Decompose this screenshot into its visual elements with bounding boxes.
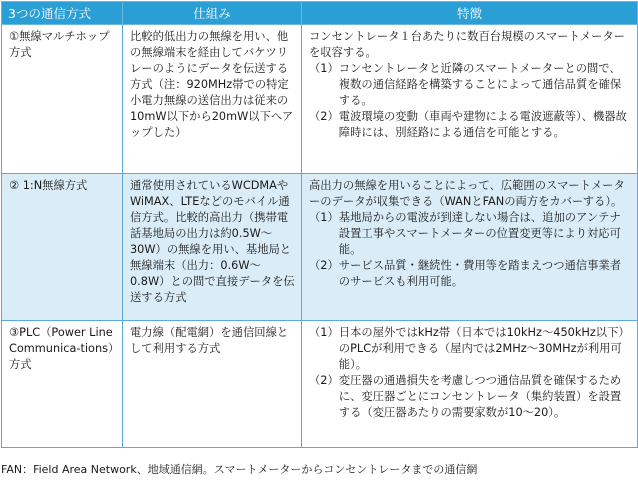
mechanism-cell: 比較的低出力の無線を用い、他の無線端末を経由してバケツリレーのようにデータを伝送する方式（注：920MHz帯での特定小電力無線の送信出力は従来の10mW以下から20mW以下へアップした） xyxy=(123,25,302,174)
feature-item xyxy=(309,373,631,421)
feature-item-number: （2） xyxy=(309,259,339,272)
feature-item-number: （1） xyxy=(309,62,339,75)
feature-item xyxy=(309,258,631,290)
feature-item-text: コンセントレータと近隣のスマートメーターとの間で、複数の通信経路を構築することによって通信品質を確保する。 xyxy=(338,62,622,107)
feature-item-number: （2） xyxy=(309,374,339,387)
mechanism-cell: 通常使用されているWCDMAやWiMAX、LTEなどのモバイル通信方式。比較的高出力（携帯電話基地局の出力は約0.5W〜30W）の無線を用い、基地局と無線端末（出力：0.6W〜0.8W）との間で直接データを伝送する方式 xyxy=(123,174,302,321)
feature-cell xyxy=(302,174,638,321)
method-cell: ①無線マルチホップ方式 xyxy=(2,25,123,174)
feature-intro: コンセントレータ１台あたりに数百台規模のスマートメーターを収容する。 xyxy=(309,30,625,59)
table-row xyxy=(2,174,638,321)
mechanism-cell: 電力線（配電網）を通信回線として利用する方式 xyxy=(123,321,302,448)
method-cell: ③PLC（Power Line Communica-tions）方式 xyxy=(2,321,123,448)
feature-item-text: 電波環境の変動（車両や建物による電波遮蔽等）、機器故障時には、別経路による通信を可能とする。 xyxy=(338,110,627,139)
table-header-row xyxy=(2,2,638,25)
feature-item-number: （2） xyxy=(309,110,339,123)
feature-item-text: 日本の屋外ではkHz帯（日本では10kHz〜450kHz以下）のPLCが利用できる（屋内では2MHz〜30MHzが利用可能）。 xyxy=(338,326,630,371)
feature-intro: 高出力の無線を用いることによって、広範囲のスマートメーターのデータが収集できる（WANとFANの両方をカバーする）。 xyxy=(309,179,625,208)
header-feature: 特徴 xyxy=(302,2,638,25)
feature-item-number: （1） xyxy=(309,211,339,224)
feature-item xyxy=(309,325,631,373)
header-mechanism: 仕組み xyxy=(123,2,302,25)
header-method: 3つの通信方式 xyxy=(2,2,123,25)
feature-item-text: 変圧器の通過損失を考慮しつつ通信品質を確保するために、変圧器ごとにコンセントレータ（集約装置）を設置する（変圧器あたりの需要家数が10〜20）。 xyxy=(338,374,622,419)
table-row xyxy=(2,25,638,174)
feature-cell xyxy=(302,321,638,448)
feature-item-text: 基地局からの電波が到達しない場合は、追加のアンテナ設置工事やスマートメーターの位置変更等により対応可能。 xyxy=(338,211,621,256)
feature-item-number: （1） xyxy=(309,326,339,339)
footnote: FAN：Field Area Network、地域通信網。スマートメーターからコンセントレータまでの通信網 xyxy=(1,463,478,476)
feature-item xyxy=(309,210,631,258)
feature-cell xyxy=(302,25,638,174)
comparison-table xyxy=(1,1,638,448)
table-row xyxy=(2,321,638,448)
feature-item xyxy=(309,61,631,109)
feature-item-text: サービス品質・継続性・費用等を踏まえつつ通信事業者のサービスも利用可能。 xyxy=(338,259,621,288)
feature-item xyxy=(309,109,631,141)
method-cell: ② 1:N無線方式 xyxy=(2,174,123,321)
